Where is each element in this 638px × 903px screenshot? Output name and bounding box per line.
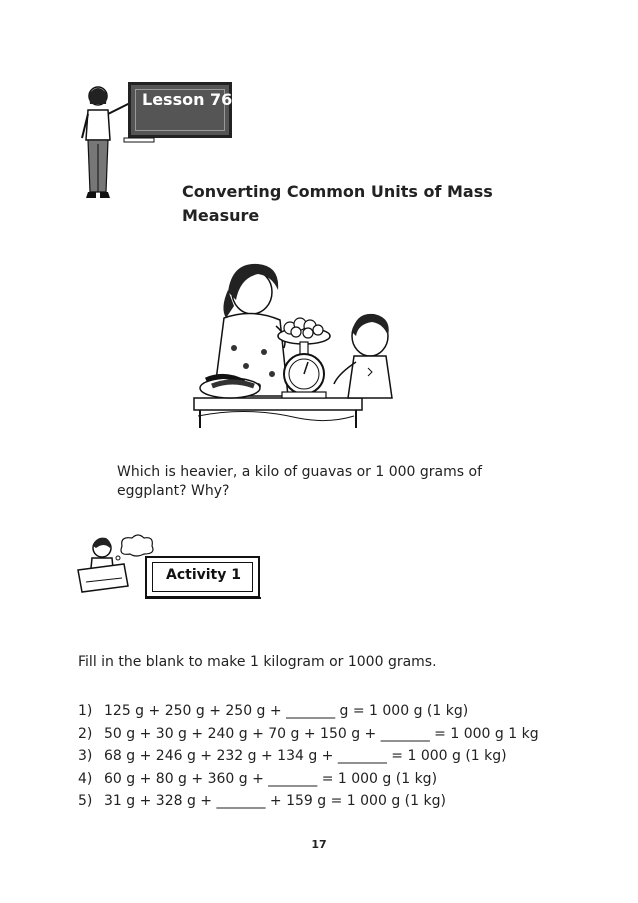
question-line-2: eggplant? Why?	[117, 483, 230, 499]
exercise-number: 2)	[78, 725, 93, 742]
exercise-number: 1)	[78, 703, 93, 719]
lesson-label: Lesson 76	[142, 90, 233, 109]
exercise-text: 68 g + 246 g + 232 g + 134 g + _______ = 1 000 g (1 kg)	[104, 748, 507, 764]
exercise-item	[78, 745, 578, 768]
activity-banner-shadow	[145, 596, 263, 602]
activity-instructions: Fill in the blank to make 1 kilogram or 1000 grams.	[78, 654, 437, 670]
exercise-item	[78, 723, 578, 746]
question-line-1: Which is heavier, a kilo of guavas or 1 000 grams of	[117, 464, 482, 480]
exercise-number: 5)	[78, 793, 93, 809]
title-line-2: Measure	[182, 206, 260, 225]
exercise-text: 50 g + 30 g + 240 g + 70 g + 150 g + _______ = 1 000 g 1 kg	[104, 725, 539, 742]
activity-label: Activity 1	[166, 567, 241, 583]
exercise-text: 60 g + 80 g + 360 g + _______ = 1 000 g (1 kg)	[104, 770, 438, 787]
exercise-text: 31 g + 328 g + _______ + 159 g = 1 000 g (1 kg)	[104, 793, 446, 809]
title-line-1: Converting Common Units of Mass	[182, 182, 493, 201]
page-number: 17	[311, 838, 327, 851]
exercise-list	[78, 700, 578, 813]
exercise-item	[78, 768, 578, 791]
exercise-number: 4)	[78, 770, 93, 787]
page-title	[182, 180, 512, 228]
market-scale-illustration	[188, 256, 398, 436]
chalkboard-ledge	[124, 138, 154, 144]
exercise-item	[78, 700, 578, 723]
exercise-item	[78, 790, 578, 813]
exercise-text: 125 g + 250 g + 250 g + _______ g = 1 000 g (1 kg)	[104, 703, 469, 719]
exercise-number: 3)	[78, 748, 93, 764]
opening-question	[117, 463, 517, 501]
